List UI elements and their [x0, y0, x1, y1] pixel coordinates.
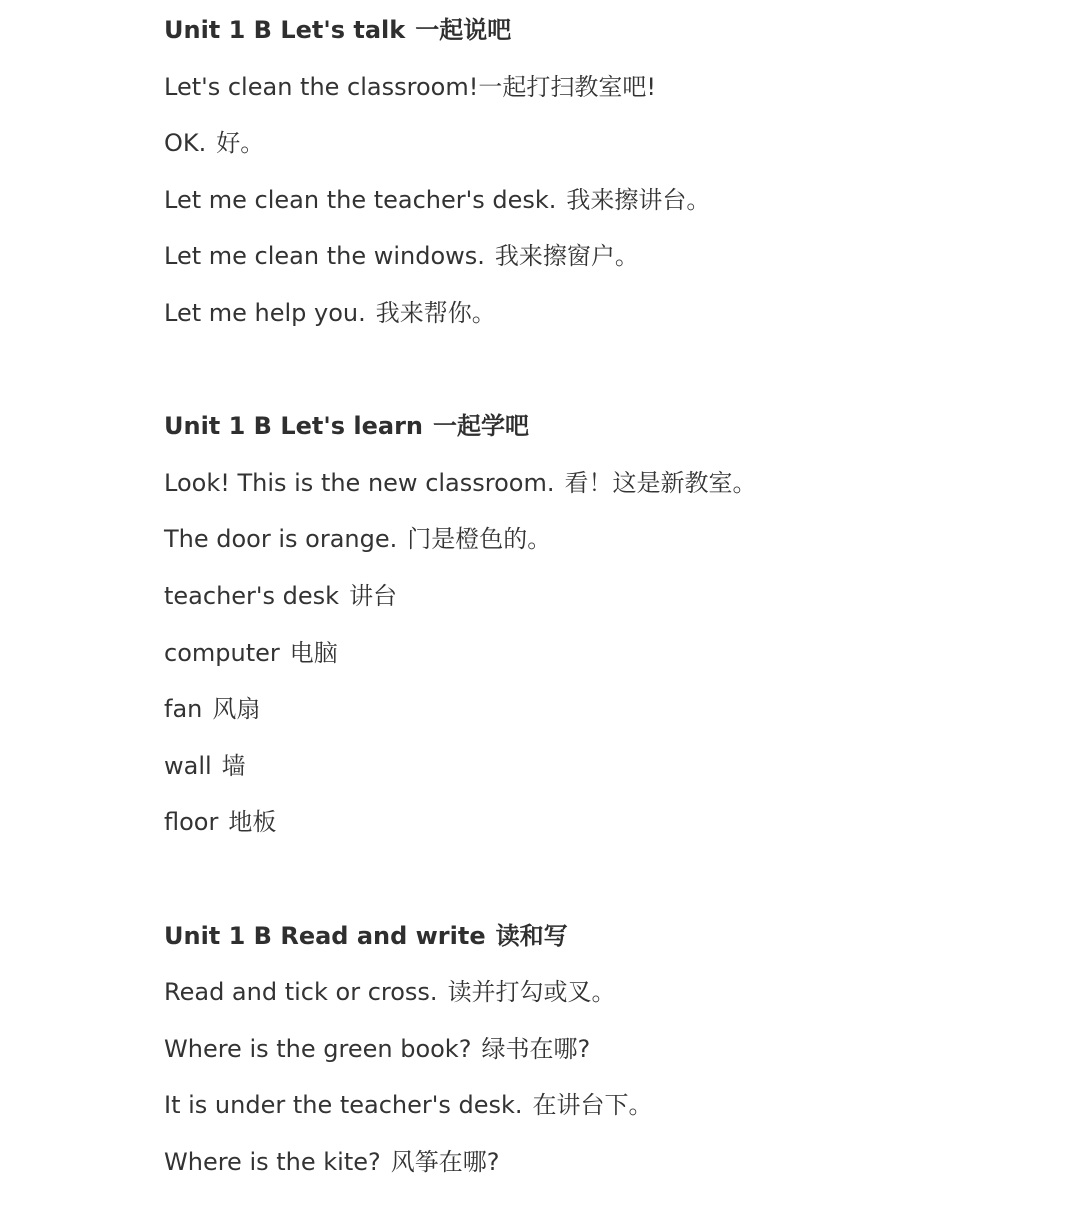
line-cn: 我来擦讲台。	[566, 185, 711, 214]
line-cn: 一起打扫教室吧!	[478, 72, 656, 101]
section-heading	[164, 916, 1064, 973]
line-en: wall	[164, 751, 212, 780]
text-line	[164, 123, 1064, 180]
text-line	[164, 519, 1064, 576]
line-cn: 讲台	[349, 581, 398, 610]
document-body	[164, 10, 1064, 1198]
line-cn: 电脑	[289, 638, 338, 667]
text-line	[164, 180, 1064, 237]
line-en: Let me clean the windows.	[164, 242, 485, 271]
line-cn: 绿书在哪?	[481, 1034, 591, 1063]
line-en: Where is the green book?	[164, 1034, 472, 1063]
line-en: Where is the kite?	[164, 1147, 381, 1176]
text-line	[164, 1085, 1064, 1142]
text-line	[164, 1142, 1064, 1199]
line-cn: 门是橙色的。	[407, 525, 552, 554]
text-line	[164, 463, 1064, 520]
line-cn: 地板	[228, 808, 277, 837]
line-en: floor	[164, 808, 219, 837]
line-en: fan	[164, 695, 203, 724]
text-line	[164, 1029, 1064, 1086]
line-en: The door is orange.	[164, 525, 398, 554]
text-line	[164, 633, 1064, 690]
heading-cn: 一起说吧	[415, 16, 512, 44]
text-line	[164, 689, 1064, 746]
heading-cn: 读和写	[495, 921, 568, 950]
line-cn: 看！这是新教室。	[564, 468, 757, 497]
line-cn: 我来帮你。	[375, 298, 496, 327]
section-lets-learn	[164, 406, 1064, 859]
heading-cn: 一起学吧	[432, 412, 529, 441]
section-spacer	[164, 859, 1064, 916]
line-cn: 风扇	[212, 695, 261, 724]
line-en: Let's clean the classroom!	[164, 72, 479, 101]
heading-en: Unit 1 B Read and write	[164, 921, 486, 950]
line-en: Look! This is the new classroom.	[164, 468, 555, 497]
section-heading	[164, 406, 1064, 463]
line-cn: 好。	[216, 129, 265, 158]
line-en: OK.	[164, 129, 207, 158]
line-cn: 我来擦窗户。	[494, 242, 639, 271]
section-heading	[164, 10, 1064, 67]
line-cn: 读并打勾或叉。	[447, 978, 616, 1007]
text-line	[164, 236, 1064, 293]
line-en: It is under the teacher's desk.	[164, 1091, 523, 1120]
text-line	[164, 293, 1064, 350]
section-lets-talk	[164, 10, 1064, 350]
text-line	[164, 576, 1064, 633]
text-line	[164, 802, 1064, 859]
line-cn: 风筝在哪?	[390, 1147, 500, 1176]
line-en: Read and tick or cross.	[164, 978, 438, 1007]
line-cn: 墙	[221, 751, 246, 780]
section-read-and-write	[164, 916, 1064, 1199]
line-en: Let me help you.	[164, 298, 366, 327]
section-spacer	[164, 350, 1064, 407]
line-en: Let me clean the teacher's desk.	[164, 185, 557, 214]
line-cn: 在讲台下。	[532, 1091, 653, 1120]
line-en: teacher's desk	[164, 581, 340, 610]
line-en: computer	[164, 638, 280, 667]
text-line	[164, 67, 1064, 124]
text-line	[164, 972, 1064, 1029]
heading-en: Unit 1 B Let's learn	[164, 412, 423, 441]
heading-en: Unit 1 B Let's talk	[164, 16, 406, 44]
text-line	[164, 746, 1064, 803]
